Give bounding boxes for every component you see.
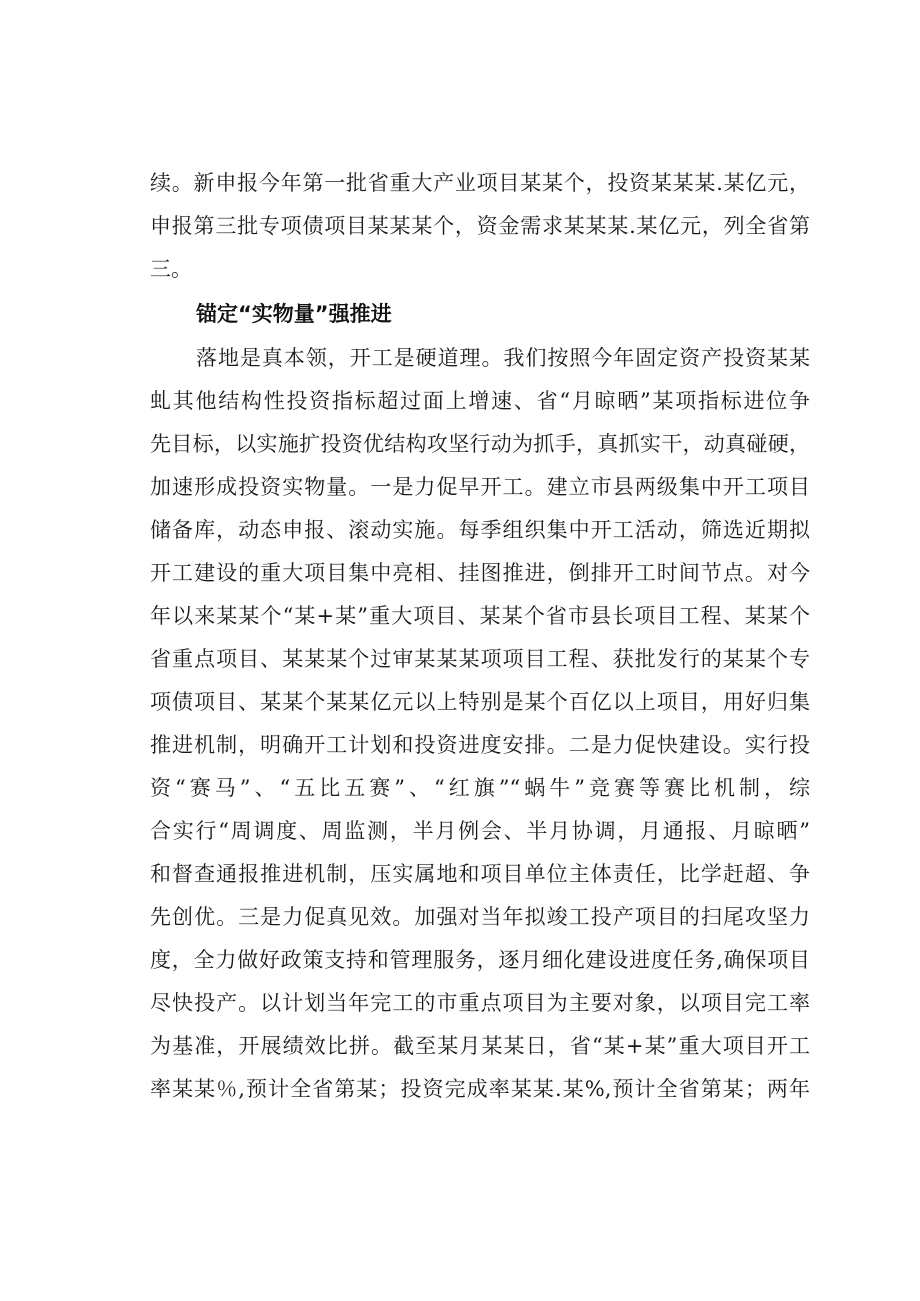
text-line: 加速形成投资实物量。一是力促早开工。建立市县两级集中开工项目	[150, 475, 810, 499]
text-line: 推进机制，明确开工计划和投资进度安排。二是力促快建设。实行投	[150, 733, 810, 757]
text-line: 三。	[150, 257, 192, 281]
text-line: 省重点项目、某某某个过审某某某项项目工程、获批发行的某某个专	[150, 647, 810, 671]
text-line: 开工建设的重大项目集中亮相、挂图推进，倒排开工时间节点。对今	[150, 561, 810, 585]
text-line: 申报第三批专项债项目某某某个，资金需求某某某.某亿元，列全省第	[150, 214, 810, 238]
text-line: 先目标，以实施扩投资优结构攻坚行动为抓手，真抓实干，动真碰硬，	[150, 432, 810, 456]
text-line: 和督查通报推进机制，压实属地和项目单位主体责任，比学赶超、争	[150, 862, 810, 886]
text-line: 合实行“周调度、周监测，半月例会、半月协调，月通报、月晾晒”	[150, 819, 810, 843]
text-line: 先创优。三是力促真见效。加强对当年拟竣工投产项目的扫尾攻坚力	[150, 905, 810, 929]
text-line: 落地是真本领，开工是硬道理。我们按照今年固定资产投资某某	[196, 346, 810, 370]
text-line: 年以来某某个“某+某”重大项目、某某个省市县长项目工程、某某个	[150, 604, 810, 628]
text-line: 虬其他结构性投资指标超过面上增速、省“月晾晒”某项指标进位争	[150, 389, 810, 413]
text-line: 率某某％,预计全省第某；投资完成率某某.某%,预计全省第某；两年	[150, 1077, 810, 1101]
text-line: 为基准，开展绩效比拼。截至某月某某日，省“某+某”重大项目开工	[150, 1034, 810, 1058]
section-heading: 锚定“实物量”强推进	[196, 302, 392, 326]
text-line: 储备库，动态申报、滚动实施。每季组织集中开工活动，筛选近期拟	[150, 518, 810, 542]
text-line: 尽快投产。以计划当年完工的市重点项目为主要对象，以项目完工率	[150, 991, 810, 1015]
text-line: 度，全力做好政策支持和管理服务，逐月细化建设进度任务,确保项目	[150, 948, 810, 972]
text-line: 项债项目、某某个某某亿元以上特别是某个百亿以上项目，用好归集	[150, 690, 810, 714]
text-line: 续。新申报今年第一批省重大产业项目某某个，投资某某某.某亿元，	[150, 171, 810, 195]
text-line: 资“赛马”、“五比五赛”、“红旗”“蜗牛”竞赛等赛比机制，综	[150, 776, 810, 800]
